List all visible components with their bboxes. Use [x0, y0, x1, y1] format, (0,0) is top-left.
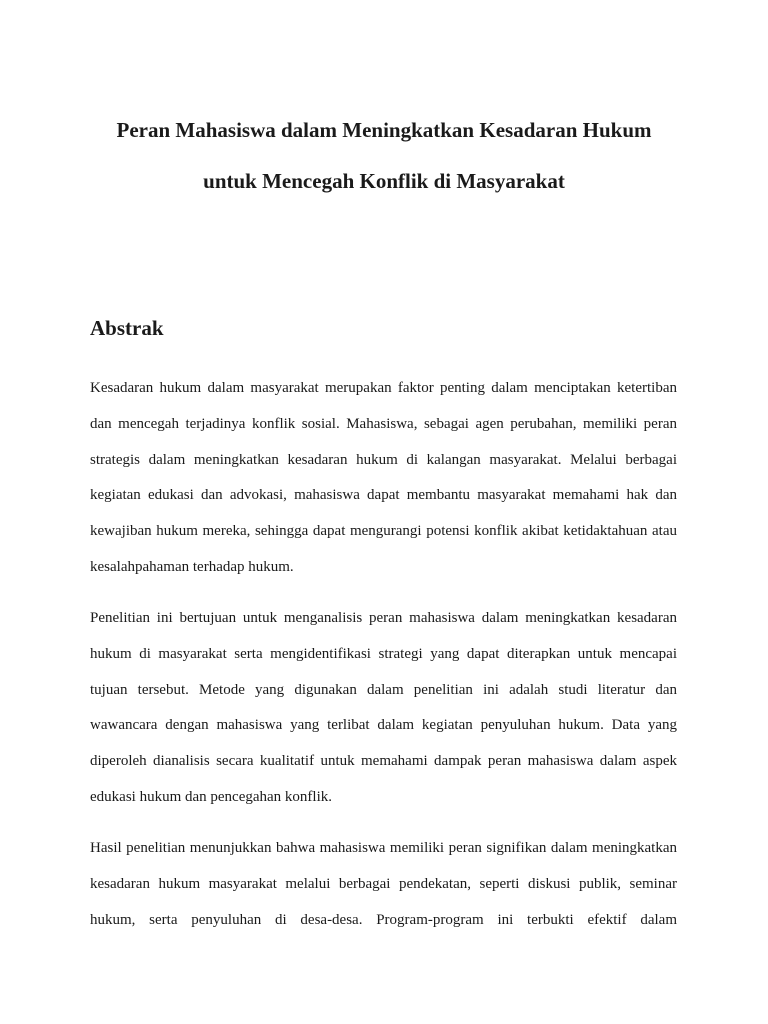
- paragraph-line: Hasil penelitian menunjukkan bahwa mahasiswa memiliki peran signifikan dalam meningkatkan: [90, 840, 677, 856]
- paragraph-line: dan mencegah terjadinya konflik sosial. Mahasiswa, sebagai agen perubahan, memiliki peran: [90, 415, 677, 432]
- paragraph-line: Kesadaran hukum dalam masyarakat merupakan faktor penting dalam menciptakan ketertiban: [90, 380, 677, 396]
- document-title-line-2: untuk Mencegah Konflik di Masyarakat: [203, 169, 565, 193]
- paragraph-line: strategis dalam meningkatkan kesadaran hukum di kalangan masyarakat. Melalui berbagai: [90, 451, 677, 468]
- abstract-paragraph-2: [90, 601, 677, 816]
- paragraph-line: wawancara dengan mahasiswa yang terlibat dalam kegiatan penyuluhan hukum. Data yang: [90, 717, 677, 734]
- paragraph-line: hukum, serta penyuluhan di desa-desa. Program-program ini terbukti efektif dalam: [90, 911, 677, 928]
- abstract-heading: Abstrak: [90, 316, 164, 340]
- abstract-paragraph-1: [90, 371, 677, 586]
- document-title-line-1: Peran Mahasiswa dalam Meningkatkan Kesadaran Hukum: [116, 118, 652, 142]
- paragraph-line: edukasi hukum dan pencegahan konflik.: [90, 788, 333, 805]
- paragraph-line: kegiatan edukasi dan advokasi, mahasiswa dapat membantu masyarakat memahami hak dan: [90, 487, 677, 504]
- abstract-paragraph-3: [90, 831, 677, 938]
- paragraph-line: diperoleh dianalisis secara kualitatif untuk memahami dampak peran mahasiswa dalam aspek: [90, 753, 677, 770]
- paragraph-line: Penelitian ini bertujuan untuk menganalisis peran mahasiswa dalam meningkatkan kesadaran: [90, 610, 677, 626]
- paragraph-line: tujuan tersebut. Metode yang digunakan dalam penelitian ini adalah studi literatur dan: [90, 681, 677, 698]
- paragraph-line: kesalahpahaman terhadap hukum.: [90, 558, 294, 575]
- paragraph-line: hukum di masyarakat serta mengidentifikasi strategi yang dapat diterapkan untuk mencapai: [90, 645, 677, 662]
- paragraph-line: kesadaran hukum masyarakat melalui berbagai pendekatan, seperti diskusi publik, seminar: [90, 875, 677, 892]
- paragraph-line: kewajiban hukum mereka, sehingga dapat mengurangi potensi konflik akibat ketidaktahuan atau: [90, 523, 677, 540]
